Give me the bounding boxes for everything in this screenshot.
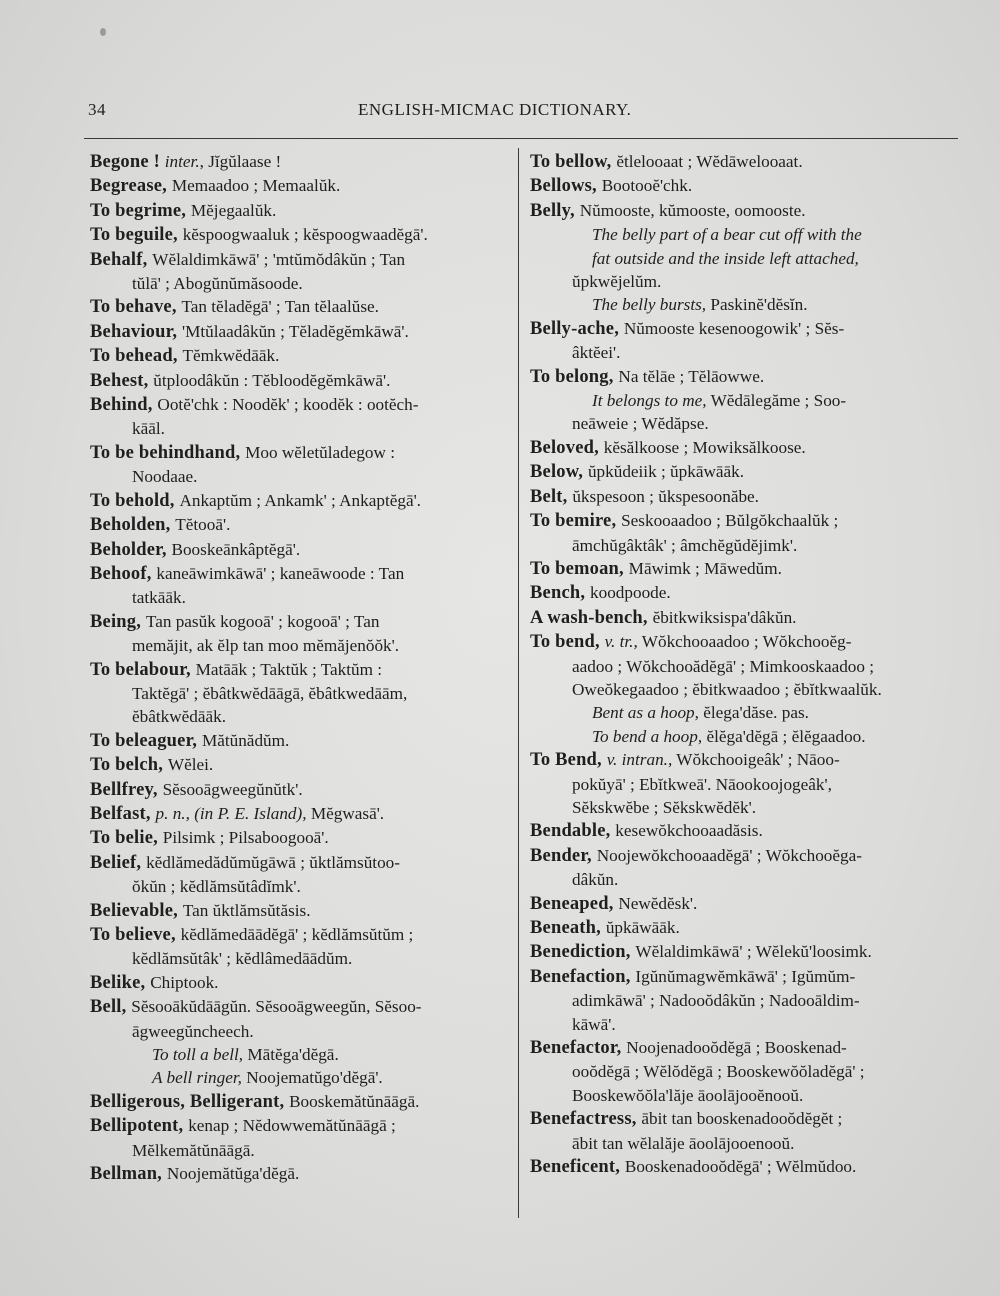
dictionary-entry [90, 513, 512, 537]
headword: To behold, [90, 490, 180, 511]
dictionary-entry [90, 441, 512, 465]
dictionary-entry [530, 436, 960, 460]
dictionary-entry [90, 753, 512, 777]
dictionary-entry [530, 485, 960, 509]
headword: To belong, [530, 366, 619, 387]
dictionary-entry [530, 1036, 960, 1060]
definition-text: ĕbâtkwĕdāāk. [132, 707, 227, 727]
italic-gloss: v. tr., [604, 632, 638, 652]
definition-text: , Jĭgŭlaase ! [199, 152, 282, 171]
headword: Belly-ache, [530, 318, 624, 339]
entry-continuation [90, 465, 512, 488]
dictionary-entry [530, 940, 960, 964]
dictionary-entry [530, 916, 960, 940]
entry-continuation [530, 655, 960, 678]
entry-continuation [530, 1084, 960, 1107]
column-divider [518, 148, 519, 1218]
definition-text: Pilsimk ; Pilsaboogooā'. [162, 828, 329, 848]
left-column [90, 150, 512, 1186]
italic-gloss: v. intran., [606, 750, 673, 770]
page-header [88, 100, 958, 130]
definition-text: kĕdlămedădŭmŭgāwā ; ŭktlămsŭtoo- [146, 852, 400, 872]
definition-text: ĕlega'dăse. pas. [698, 703, 809, 723]
definition-text: Wĕlaldimkāwā' ; Wĕlekŭ'loosimk. [635, 942, 872, 962]
definition-text: Mĕlkemătŭnāāgā. [132, 1140, 255, 1160]
dictionary-entry [90, 295, 512, 319]
headword: Bendable, [530, 821, 616, 842]
headword: Bellipotent, [90, 1116, 189, 1137]
headword: Behind, [90, 395, 158, 416]
headword: To believe, [90, 925, 181, 945]
dictionary-entry [530, 365, 960, 389]
headword: Behest, [90, 370, 154, 391]
page-number: 34 [88, 100, 106, 119]
dictionary-entry [530, 199, 960, 223]
definition-text: Noodaae. [132, 467, 198, 487]
definition-text: Moo wĕletŭladegow : [245, 442, 396, 462]
definition-text: Tan ŭktlămsŭtăsis. [182, 900, 311, 920]
definition-text: Mātĕga'dĕgā. [243, 1045, 339, 1065]
header-rule [84, 138, 958, 139]
definition-text: ŭpkāwāāk. [605, 918, 680, 937]
headword: Beneficent, [530, 1157, 625, 1178]
definition-text: Mĕgwasā'. [306, 803, 385, 823]
headword: Belligerous, Belligerant, [90, 1091, 290, 1112]
italic-gloss: inter. [164, 152, 200, 171]
dictionary-entry [530, 748, 960, 772]
definition-text: ĕlĕga'dĕgā ; ĕlĕgaadoo. [702, 726, 866, 746]
italic-gloss: p. n., (in P. E. Island), [155, 803, 307, 823]
headword: To belabour, [90, 659, 196, 680]
headword: To bemoan, [530, 558, 629, 579]
definition-text: ŭtploodâkŭn : Tĕbloodĕgĕmkāwā'. [153, 370, 391, 390]
definition-text: kesewŏkchooaadăsis. [615, 821, 763, 841]
entry-continuation [530, 341, 960, 364]
italic-gloss: To toll a bell, [152, 1045, 244, 1065]
definition-text: Booskeānkâptĕgā'. [171, 539, 301, 559]
dictionary-entry [530, 606, 960, 630]
headword: To bemire, [530, 511, 622, 532]
definition-text: Tan pasŭk kogooā' ; kogooā' ; Tan [145, 611, 380, 631]
dictionary-entry [90, 851, 512, 875]
definition-text: ooŏdĕgā ; Wĕlŏdĕgā ; Booskewŏŏladĕgā' ; [572, 1062, 865, 1082]
headword: A wash-bench, [530, 607, 653, 628]
headword: Belike, [90, 972, 151, 993]
definition-text: Wĕdālegăme ; Soo- [706, 391, 847, 411]
dictionary-entry [90, 150, 512, 174]
entry-continuation [90, 272, 512, 295]
definition-text: aadoo ; Wŏkchooădĕgā' ; Mimkooskaadoo ; [572, 656, 875, 676]
dictionary-entry [530, 581, 960, 605]
entry-continuation [530, 293, 960, 316]
running-title: ENGLISH-MICMAC DICTIONARY. [358, 100, 632, 119]
definition-text: dâkŭn. [572, 870, 619, 890]
entry-continuation [530, 247, 960, 270]
ink-spot [100, 28, 106, 36]
entry-continuation [530, 796, 960, 819]
definition-text: ābit tan booskenadooŏdĕgĕt ; [641, 1109, 843, 1129]
headword: Beneath, [530, 918, 606, 938]
headword: To beguile, [90, 225, 183, 246]
definition-text: Tĕtooā'. [175, 515, 231, 535]
dictionary-entry [90, 729, 512, 753]
headword: Bender, [530, 845, 597, 866]
dictionary-entry [90, 658, 512, 682]
entry-continuation [530, 701, 960, 724]
dictionary-entry [530, 509, 960, 533]
definition-text: Wĕlei. [167, 755, 214, 775]
headword: Being, [90, 611, 146, 632]
definition-text: Oweŏkegaadoo ; ĕbitkwaadoo ; ĕbĭtkwaalŭk. [572, 679, 882, 699]
entry-continuation [530, 412, 960, 435]
italic-gloss: The belly part of a bear cut off with the [592, 225, 862, 245]
headword: Below, [530, 462, 588, 483]
headword: Beholden, [90, 515, 176, 536]
headword: Benefaction, [530, 966, 636, 987]
entry-continuation [530, 1132, 960, 1155]
dictionary-entry [530, 1107, 960, 1131]
headword: Begone ! [90, 152, 165, 172]
italic-gloss: A bell ringer, [152, 1068, 242, 1088]
headword: Beneaped, [530, 893, 619, 914]
definition-text: Booskewŏŏla'lăje āoolājooĕnooŭ. [572, 1085, 804, 1105]
dictionary-entry [90, 320, 512, 344]
definition-text: tŭlā' ; Abogŭnŭmăsoode. [132, 274, 303, 294]
entry-continuation [90, 947, 512, 970]
dictionary-entry [90, 1090, 512, 1114]
headword: To Bend, [530, 750, 607, 771]
definition-text: Memaadoo ; Memaalŭk. [171, 176, 341, 196]
definition-text: āmchŭgâktâk' ; âmchĕgŭdĕjimk'. [572, 535, 798, 555]
entry-continuation [90, 705, 512, 728]
italic-gloss: To bend a hoop, [592, 726, 703, 746]
dictionary-entry [90, 223, 512, 247]
entry-continuation [530, 868, 960, 891]
headword: Believable, [90, 900, 183, 921]
dictionary-entry [90, 899, 512, 923]
dictionary-entry [90, 174, 512, 198]
definition-text: Na tĕlāe ; Tĕlāowwe. [618, 366, 765, 386]
entry-continuation [530, 678, 960, 701]
dictionary-entry [530, 1155, 960, 1179]
headword: To behead, [90, 346, 183, 367]
definition-text: kĕsălkoose ; Mowiksălkoose. [603, 437, 806, 457]
headword: Belly, [530, 200, 580, 221]
definition-text: kĕdlămsŭtâk' ; kĕdlâmedāādŭm. [132, 949, 353, 969]
dictionary-entry [530, 174, 960, 198]
entry-continuation [90, 875, 512, 898]
dictionary-entry [90, 802, 512, 826]
dictionary-entry [90, 971, 512, 995]
definition-text: Noojemătŭga'dĕgā. [166, 1164, 300, 1184]
definition-text: Māwimk ; Māwedŭm. [628, 558, 782, 578]
definition-text: Sĕsooākŭdāāgŭn. Sĕsooāgweegŭn, Sĕsoo- [131, 997, 422, 1017]
entry-continuation [530, 534, 960, 557]
entry-continuation [90, 634, 512, 657]
definition-text: 'Mtŭlaadâkŭn ; Tĕladĕgĕmkāwā'. [181, 321, 409, 341]
entry-continuation [530, 270, 960, 293]
right-column [530, 150, 960, 1179]
definition-text: Seskooaadoo ; Bŭlgŏkchaalŭk ; [621, 511, 839, 531]
definition-text: ŭpkwĕjelŭm. [572, 272, 662, 292]
entry-continuation [530, 1013, 960, 1036]
definition-text: Taktĕgā' ; ĕbâtkwĕdāāgā, ĕbâtkwedāām, [132, 683, 408, 703]
dictionary-entry [90, 1162, 512, 1186]
entry-continuation [90, 682, 512, 705]
definition-text: Wŏkchooaadoo ; Wŏkchooĕg- [637, 632, 852, 652]
headword: Behalf, [90, 249, 153, 270]
italic-gloss: fat outside and the inside left attached, [592, 248, 859, 268]
definition-text: kāāl. [132, 419, 165, 439]
definition-text: Noojenadooŏdĕgā ; Booskenad- [626, 1038, 847, 1058]
dictionary-entry [90, 369, 512, 393]
dictionary-entry [530, 892, 960, 916]
definition-text: ŭpkŭdeiik ; ŭpkāwāāk. [587, 462, 745, 482]
definition-text: koodpoode. [590, 583, 671, 603]
headword: Bellman, [90, 1164, 167, 1185]
definition-text: kāwā'. [572, 1014, 616, 1034]
headword: To begrime, [90, 200, 191, 221]
definition-text: ĕtlelooaat ; Wĕdāwelooaat. [616, 152, 803, 171]
definition-text: ŭkspesoon ; ŭkspesoonăbe. [572, 486, 759, 506]
dictionary-entry [90, 610, 512, 634]
dictionary-entry [530, 317, 960, 341]
definition-text: Ankaptŭm ; Ankamk' ; Ankaptĕgā'. [179, 490, 421, 510]
headword: To bend, [530, 632, 605, 653]
dictionary-entry [530, 557, 960, 581]
definition-text: ĕbitkwiksispa'dâkŭn. [652, 607, 797, 627]
definition-text: ābit tan wĕlalăje āoolājooenooŭ. [572, 1133, 795, 1153]
headword: Bellfrey, [90, 779, 163, 800]
entry-continuation [90, 417, 512, 440]
headword: Beholder, [90, 539, 172, 560]
definition-text: kĕspoogwaaluk ; kĕspoogwaadĕgā'. [182, 225, 428, 245]
headword: To be behindhand, [90, 442, 246, 463]
headword: Benediction, [530, 942, 636, 963]
definition-text: Bootooĕ'chk. [601, 176, 693, 196]
definition-text: Ootĕ'chk : Noodĕk' ; koodĕk : ootĕch- [157, 395, 419, 415]
entry-continuation [530, 389, 960, 412]
entry-continuation [90, 1020, 512, 1043]
definition-text: Paskinĕ'dĕsĭn. [706, 295, 808, 315]
italic-gloss: The belly bursts, [592, 295, 707, 315]
dictionary-entry [530, 630, 960, 654]
definition-text: memăjit, ak ĕlp tan moo mĕmăjenŏŏk'. [132, 636, 400, 656]
entry-continuation [530, 989, 960, 1012]
definition-text: Tĕmkwĕdāāk. [182, 346, 280, 366]
entry-continuation [530, 1060, 960, 1083]
definition-text: Newĕdĕsk'. [618, 893, 698, 913]
definition-text: Chiptook. [150, 972, 219, 992]
dictionary-entry [90, 248, 512, 272]
headword: Belief, [90, 852, 147, 873]
definition-text: âktĕei'. [572, 343, 621, 363]
dictionary-entry [530, 819, 960, 843]
dictionary-entry [90, 344, 512, 368]
dictionary-entry [90, 778, 512, 802]
definition-text: kĕdlămedāādĕgā' ; kĕdlămsŭtŭm ; [180, 925, 414, 944]
dictionary-entry [90, 393, 512, 417]
dictionary-entry [90, 923, 512, 947]
headword: Benefactor, [530, 1038, 627, 1059]
entry-continuation [90, 1139, 512, 1162]
dictionary-entry [90, 826, 512, 850]
definition-text: neāweie ; Wĕdăpse. [572, 414, 709, 434]
definition-text: āgweegŭncheech. [132, 1021, 254, 1041]
definition-text: Wĕlaldimkāwā' ; 'mtŭmŏdâkŭn ; Tan [152, 249, 406, 269]
dictionary-entry [530, 150, 960, 174]
dictionary-entry [530, 965, 960, 989]
headword: Behoof, [90, 563, 157, 584]
definition-text: Nŭmooste kesenoogowik' ; Sĕs- [623, 318, 845, 338]
definition-text: Mătŭnădŭm. [201, 730, 290, 750]
headword: Belt, [530, 486, 573, 507]
definition-text: Booskenadooŏdĕgā' ; Wĕlmŭdoo. [624, 1157, 857, 1177]
entry-continuation [530, 725, 960, 748]
definition-text: tatkāāk. [132, 588, 186, 608]
dictionary-entry [90, 562, 512, 586]
headword: Benefactress, [530, 1109, 642, 1130]
dictionary-entry [90, 1114, 512, 1138]
definition-text: Booskemătŭnāāgā. [289, 1091, 420, 1111]
entry-continuation [90, 586, 512, 609]
headword: To bellow, [530, 152, 617, 172]
entry-continuation [530, 773, 960, 796]
definition-text: kaneāwimkāwā' ; kaneāwoode : Tan [156, 563, 405, 583]
dictionary-entry [90, 538, 512, 562]
definition-text: Nŭmooste, kŭmooste, oomooste. [579, 200, 806, 220]
definition-text: Sĕkskwĕbe ; Sĕkskwĕdĕk'. [572, 797, 757, 817]
entry-continuation [530, 223, 960, 246]
headword: Bellows, [530, 176, 602, 197]
definition-text: Wŏkchooigeâk' ; Nāoo- [672, 750, 840, 770]
definition-text: Noojewŏkchooaadĕgā' ; Wŏkchooĕga- [596, 845, 862, 865]
definition-text: Mĕjegaalŭk. [190, 200, 277, 220]
dictionary-entry [530, 460, 960, 484]
headword: Bell, [90, 997, 132, 1018]
definition-text: ŏkŭn ; kĕdlămsŭtâdĭmk'. [132, 877, 301, 897]
entry-continuation [90, 1066, 512, 1089]
dictionary-entry [90, 199, 512, 223]
headword: To belie, [90, 828, 163, 849]
headword: To beleaguer, [90, 730, 202, 751]
headword: Belfast, [90, 803, 156, 824]
definition-text: adimkāwā' ; Nadooŏdâkŭn ; Nadooāldim- [572, 991, 860, 1011]
headword: To belch, [90, 755, 168, 776]
dictionary-entry [90, 995, 512, 1019]
definition-text: Matāāk ; Taktŭk ; Taktŭm : [195, 659, 383, 679]
headword: Bench, [530, 583, 590, 604]
definition-text: Tan tĕladĕgā' ; Tan tĕlaalŭse. [181, 297, 379, 317]
headword: Begrease, [90, 176, 172, 197]
headword: Behaviour, [90, 321, 182, 342]
dictionary-entry [530, 844, 960, 868]
definition-text: Igŭnŭmagwĕmkāwā' ; Igŭmŭm- [635, 966, 856, 986]
definition-text: pokŭyā' ; Ebĭtkweā'. Nāookoojogeâk', [572, 774, 832, 794]
definition-text: Noojematŭgo'dĕgā'. [241, 1068, 383, 1088]
italic-gloss: Bent as a hoop, [592, 703, 699, 723]
headword: To behave, [90, 297, 182, 318]
definition-text: kenap ; Nĕdowwemătŭnāāgā ; [188, 1116, 396, 1136]
italic-gloss: It belongs to me, [592, 391, 707, 411]
entry-continuation [90, 1043, 512, 1066]
definition-text: Sĕsooāgweegŭnŭtk'. [162, 779, 303, 799]
headword: Beloved, [530, 437, 604, 458]
dictionary-entry [90, 489, 512, 513]
